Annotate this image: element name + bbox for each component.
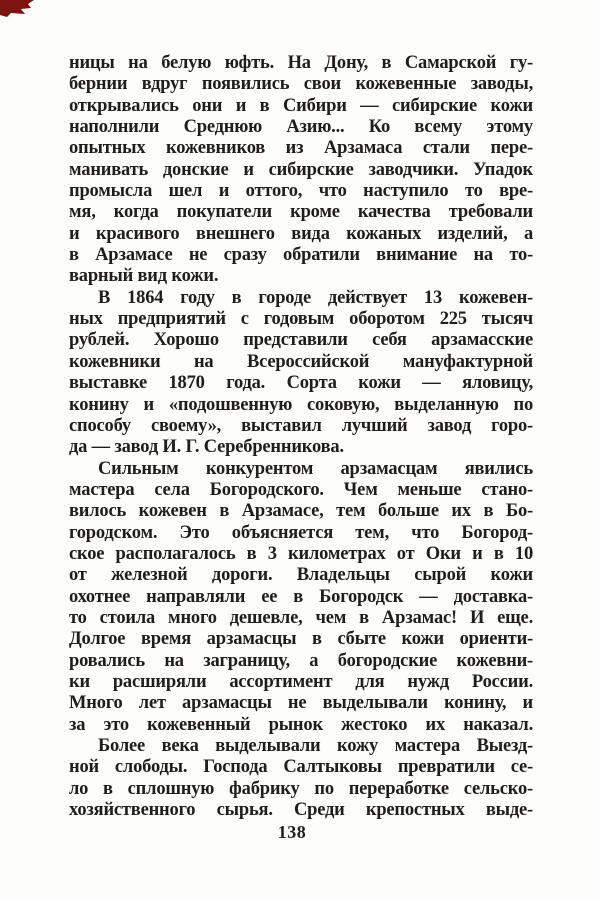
text-line: наполнили Среднюю Азию... Ко всему этому	[69, 117, 533, 138]
text-line: ных предприятий с годовым оборотом 225 тысяч	[69, 309, 533, 330]
scan-corner-artifact	[0, 0, 40, 20]
text-line: мастера села Богородского. Чем меньше стано-	[69, 479, 533, 500]
text-line: бернии вдруг появились свои кожевенные заводы,	[69, 74, 533, 95]
text-line: рублей. Хорошо представили себя арзамасские	[69, 330, 533, 351]
text-line: способу своему», выставил лучший завод горо-	[69, 415, 533, 436]
text-line: да — завод И. Г. Серебренникова.	[69, 437, 344, 458]
text-line: городском. Это объясняется тем, что Богород-	[69, 522, 533, 543]
text-line: манивать донские и сибирские заводчики. Упадок	[69, 159, 533, 180]
text-line: охотнее направляли ее в Богородск — доставка-	[69, 586, 533, 607]
text-line: в Арзамасе не сразу обратили внимание на то-	[69, 245, 533, 266]
text-line: и красивого внешнего вида кожаных изделий, а	[69, 223, 533, 244]
text-line: конину и «подошвенную соковую, выделанную по	[69, 394, 533, 415]
text-line: за это кожевенный рынок жестоко их наказал.	[69, 714, 533, 735]
page-number: 138	[277, 822, 307, 842]
text-line: варный вид кожи.	[69, 266, 219, 287]
text-line: опытных кожевников из Арзамаса стали пере-	[69, 138, 533, 159]
text-line: открывались они и в Сибири — сибирские кожи	[69, 95, 533, 116]
text-line: мя, когда покупатели кроме качества требовали	[69, 202, 533, 223]
text-line: ки расширяли ассортимент для нужд России.	[69, 671, 533, 692]
text-line: от железной дороги. Владельцы сырой кожи	[69, 565, 533, 586]
text-line: ной слободы. Господа Салтыковы превратили се-	[69, 757, 533, 778]
text-line: В 1864 году в городе действует 13 кожевен-	[98, 287, 533, 308]
page-text	[69, 53, 533, 821]
text-line: ло в сплошную фабрику по переработке сельско-	[69, 778, 533, 799]
text-line: ское располагалось в 3 километрах от Оки и в 10	[69, 543, 533, 564]
text-line: то стоила много дешевле, чем в Арзамас! И еще.	[69, 607, 533, 628]
text-line: Долгое время арзамасцы в сбыте кожи ориенти-	[69, 629, 533, 650]
text-line: ровались на заграницу, а богородские кожевни-	[69, 650, 533, 671]
text-line: Более века выделывали кожу мастера Выезд-	[98, 736, 533, 756]
corner-artifact-shape	[0, 0, 34, 17]
text-line: Сильным конкурентом арзамасцам явились	[98, 458, 533, 479]
text-line: Много лет арзамасцы не выделывали конину, и	[69, 693, 533, 714]
text-line: промысла шел и оттого, что наступило то вре-	[69, 181, 533, 202]
text-line: выставке 1870 года. Сорта кожи — яловицу,	[69, 373, 533, 394]
text-line: кожевники на Всероссийской мануфактурной	[69, 351, 533, 372]
text-line: ницы на белую юфть. На Дону, в Самарской гу-	[69, 53, 533, 73]
text-line: вилось кожевен в Арзамасе, тем больше их в Бо-	[69, 501, 533, 522]
text-line: хозяйственного сырья. Среди крепостных выде-	[69, 800, 533, 821]
